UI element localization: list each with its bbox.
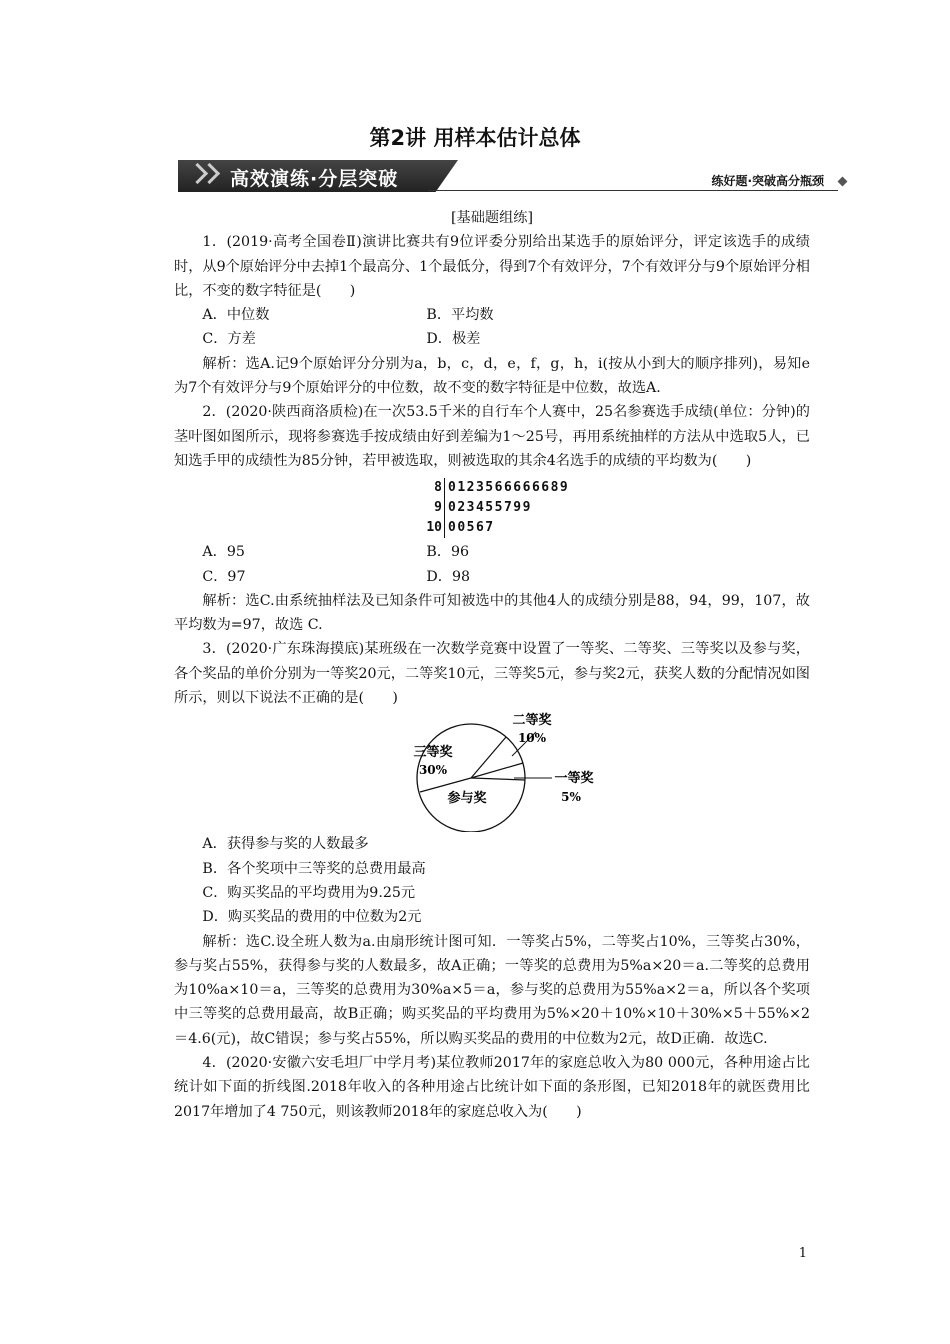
q1-option-a: A．中位数 xyxy=(202,307,270,324)
q1-option-c: C．方差 xyxy=(202,331,256,348)
q1-stem: 1．(2019·高考全国卷Ⅱ)演讲比赛共有9位评委分别给出某选手的原始评分，评定该选手的成绩时，从9个原始评分中去掉1个最高分、1个最低分，得到7个有效评分，7个有效评分与9个原始评分相比，不变的数字特征是( ) xyxy=(174,234,810,299)
page-number: 1 xyxy=(798,1246,807,1261)
diamond-icon xyxy=(838,177,848,187)
q1-analysis: 解析：选A.记9个原始评分分别为a，b，c，d，e，f，g，h，i(按从小到大的顺序排列)，易知e为7个有效评分与9个原始评分的中位数，故不变的数字特征是中位数，故选A. xyxy=(174,355,810,397)
stem-value: 10 xyxy=(422,518,445,538)
leaf-values: 0123566666689 xyxy=(448,480,570,496)
pie-label-erden: 二等奖 xyxy=(512,713,552,729)
q3-option-d: D．购买奖品的费用的中位数为2元 xyxy=(202,909,422,926)
pie-pct-erden: 10% xyxy=(517,731,547,746)
q1-option-d: D．极差 xyxy=(426,331,481,348)
q3-option-c: C．购买奖品的平均费用为9.25元 xyxy=(202,884,416,901)
stem-leaf-plot xyxy=(422,478,810,538)
q2-option-a: A．95 xyxy=(202,544,245,561)
q1-option-b: B．平均数 xyxy=(426,307,494,324)
section-banner xyxy=(178,160,850,192)
chevron-right-icon xyxy=(199,163,220,184)
pie-label-sanden: 三等奖 xyxy=(413,745,453,761)
section-heading: [基础题组练] xyxy=(450,210,533,226)
q4-stem: 4．(2020·安徽六安毛坦厂中学月考)某位教师2017年的家庭总收入为80 000元，各种用途占比统计如下面的折线图.2018年收入的各种用途占比统计如下面的条形图，已知2018年的就医费用比2017年增加了4 750元，则该教师2018年的家庭总收入为( ) xyxy=(174,1055,810,1120)
stem-value: 8 xyxy=(422,478,445,498)
pie-label-yiden: 一等奖 xyxy=(554,771,594,787)
pie-label-canyu: 参与奖 xyxy=(447,791,487,807)
pie-chart-svg xyxy=(174,710,810,832)
pie-divider xyxy=(471,737,506,778)
banner-right-text: 练好题·突破高分瓶颈 xyxy=(711,174,824,188)
stem-leaf-row xyxy=(422,498,810,518)
q2-options-ab xyxy=(174,540,810,564)
q2-options-cd xyxy=(174,565,810,589)
q2-option-c: C．97 xyxy=(202,568,246,585)
stem-leaf-row xyxy=(422,478,810,498)
banner-left-text: 高效演练·分层突破 xyxy=(230,168,399,190)
q3-option-b: B．各个奖项中三等奖的总费用最高 xyxy=(202,860,426,877)
q3-stem: 3．(2020·广东珠海摸底)某班级在一次数学竞赛中设置了一等奖、二等奖、三等奖以及参与奖，各个奖品的单价分别为一等奖20元，二等奖10元，三等奖5元，参与奖2元，获奖人数的分配情况如图所示，则以下说法不正确的是( ) xyxy=(174,641,810,707)
pie-pct-sanden: 30% xyxy=(418,763,448,778)
q3-analysis: 解析：选C.设全班人数为a.由扇形统计图可知．一等奖占5%，二等奖占10%，三等奖占30%，参与奖占55%，获得参与奖的人数最多，故A正确；一等奖的总费用为5%a×20＝a.二等奖的总费用为10%a×10＝a，三等奖的总费用为30%a×5＝a，参与奖的总费用为55%a×2＝a，所以各个奖项中三等奖的总费用最高，故B正确；购买奖品的平均费用为5%×20＋10%×10＋30%×5＋55%×2＝4.6(元)，故C错误；参与奖占55%，所以购买奖品的费用的中位数为2元，故D正确．故选C. xyxy=(174,933,810,1047)
pie-chart xyxy=(174,710,810,832)
stem-leaf-row xyxy=(422,518,810,538)
q1-options-cd xyxy=(174,327,810,351)
pie-pct-yiden: 5% xyxy=(561,790,581,805)
q2-stem: 2．(2020·陕西商洛质检)在一次53.5千米的自行车个人赛中，25名参赛选手成绩(单位：分钟)的茎叶图如图所示，现将参赛选手按成绩由好到差编为1～25号，再用系统抽样的方法从中选取5人，已知选手甲的成绩性为85分钟，若甲被选取，则被选取的其余4名选手的成绩的平均数为( ) xyxy=(174,404,810,469)
page-title: 第2讲 用样本估计总体 xyxy=(369,126,581,150)
q3-option-a: A．获得参与奖的人数最多 xyxy=(202,836,369,853)
leaf-values: 00567 xyxy=(448,520,495,536)
leaf-values: 023455799 xyxy=(448,500,532,516)
q2-analysis: 解析：选C.由系统抽样法及已知条件可知被选中的其他4人的成绩分别是88，94，99，107，故平均数为=97，故选 C. xyxy=(174,592,810,634)
q1-options-ab xyxy=(174,303,810,327)
stem-value: 9 xyxy=(422,498,445,518)
q2-option-b: B．96 xyxy=(426,544,470,561)
pie-divider xyxy=(420,778,471,792)
pie-divider xyxy=(471,763,523,778)
q2-option-d: D．98 xyxy=(426,568,471,585)
banner-divider xyxy=(428,190,838,191)
exercise-content xyxy=(174,206,810,1124)
